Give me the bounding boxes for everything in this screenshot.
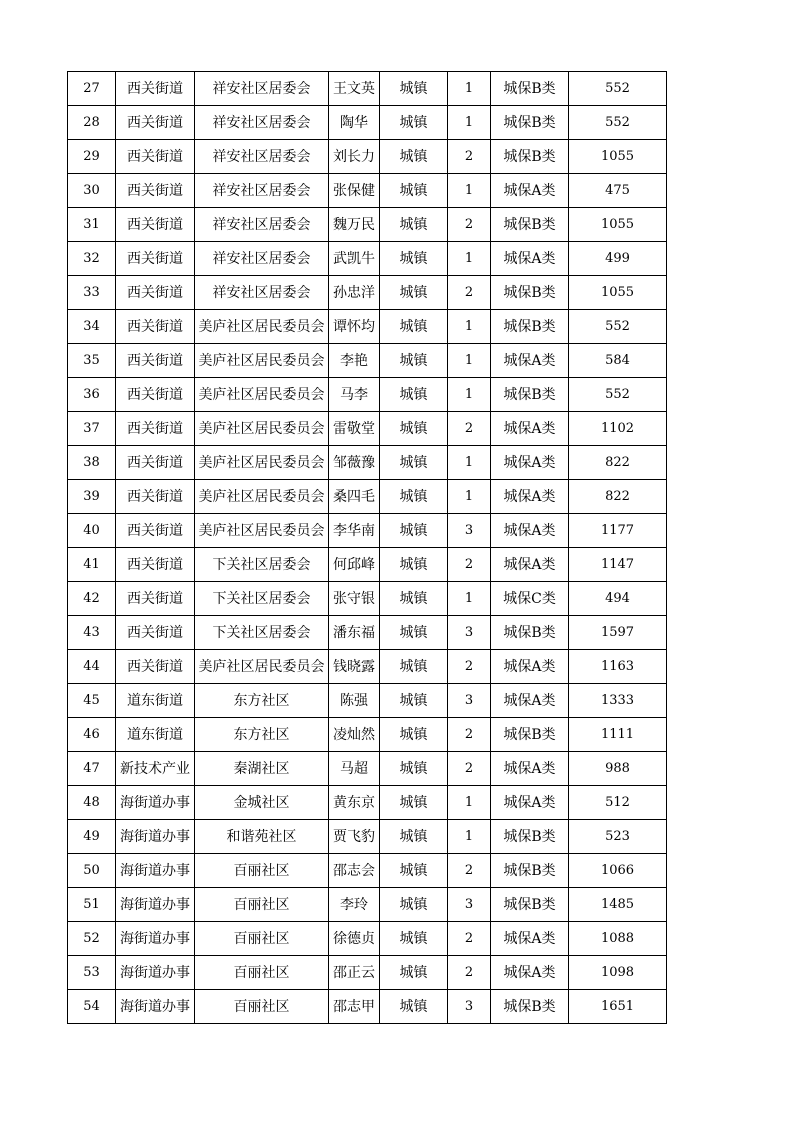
person-name-cell: 陈强 bbox=[329, 684, 380, 718]
household-type-cell: 城镇 bbox=[380, 276, 448, 310]
street-cell: 海街道办事 bbox=[116, 888, 195, 922]
amount-cell: 584 bbox=[569, 344, 667, 378]
person-name-cell: 李华南 bbox=[329, 514, 380, 548]
household-type-cell: 城镇 bbox=[380, 174, 448, 208]
category-cell: 城保C类 bbox=[491, 582, 569, 616]
street-cell: 西关街道 bbox=[116, 446, 195, 480]
table-row bbox=[68, 888, 667, 922]
category-cell: 城保B类 bbox=[491, 616, 569, 650]
street-cell: 海街道办事 bbox=[116, 956, 195, 990]
household-type-cell: 城镇 bbox=[380, 106, 448, 140]
amount-cell: 1055 bbox=[569, 140, 667, 174]
category-cell: 城保A类 bbox=[491, 752, 569, 786]
recipient-table bbox=[67, 71, 667, 1024]
amount-cell: 475 bbox=[569, 174, 667, 208]
community-cell: 祥安社区居委会 bbox=[195, 140, 329, 174]
person-name-cell: 孙忠洋 bbox=[329, 276, 380, 310]
category-cell: 城保B类 bbox=[491, 990, 569, 1024]
household-type-cell: 城镇 bbox=[380, 616, 448, 650]
amount-cell: 1088 bbox=[569, 922, 667, 956]
community-cell: 美庐社区居民委员会 bbox=[195, 378, 329, 412]
community-cell: 百丽社区 bbox=[195, 854, 329, 888]
household-type-cell: 城镇 bbox=[380, 378, 448, 412]
household-type-cell: 城镇 bbox=[380, 514, 448, 548]
street-cell: 海街道办事 bbox=[116, 922, 195, 956]
amount-cell: 499 bbox=[569, 242, 667, 276]
household-type-cell: 城镇 bbox=[380, 854, 448, 888]
street-cell: 西关街道 bbox=[116, 106, 195, 140]
table-row bbox=[68, 72, 667, 106]
member-count-cell: 2 bbox=[448, 548, 491, 582]
category-cell: 城保A类 bbox=[491, 174, 569, 208]
row-number-cell: 28 bbox=[68, 106, 116, 140]
category-cell: 城保A类 bbox=[491, 514, 569, 548]
member-count-cell: 1 bbox=[448, 174, 491, 208]
household-type-cell: 城镇 bbox=[380, 922, 448, 956]
person-name-cell: 邵志会 bbox=[329, 854, 380, 888]
member-count-cell: 1 bbox=[448, 582, 491, 616]
row-number-cell: 39 bbox=[68, 480, 116, 514]
community-cell: 祥安社区居委会 bbox=[195, 174, 329, 208]
amount-cell: 1147 bbox=[569, 548, 667, 582]
street-cell: 西关街道 bbox=[116, 242, 195, 276]
person-name-cell: 雷敬堂 bbox=[329, 412, 380, 446]
person-name-cell: 黄东京 bbox=[329, 786, 380, 820]
category-cell: 城保B类 bbox=[491, 208, 569, 242]
amount-cell: 1066 bbox=[569, 854, 667, 888]
household-type-cell: 城镇 bbox=[380, 718, 448, 752]
row-number-cell: 54 bbox=[68, 990, 116, 1024]
amount-cell: 552 bbox=[569, 378, 667, 412]
table-row bbox=[68, 412, 667, 446]
street-cell: 西关街道 bbox=[116, 548, 195, 582]
person-name-cell: 李艳 bbox=[329, 344, 380, 378]
member-count-cell: 1 bbox=[448, 786, 491, 820]
member-count-cell: 2 bbox=[448, 752, 491, 786]
row-number-cell: 33 bbox=[68, 276, 116, 310]
community-cell: 百丽社区 bbox=[195, 922, 329, 956]
street-cell: 西关街道 bbox=[116, 344, 195, 378]
amount-cell: 552 bbox=[569, 106, 667, 140]
person-name-cell: 徐德贞 bbox=[329, 922, 380, 956]
community-cell: 祥安社区居委会 bbox=[195, 106, 329, 140]
amount-cell: 1333 bbox=[569, 684, 667, 718]
category-cell: 城保B类 bbox=[491, 854, 569, 888]
street-cell: 西关街道 bbox=[116, 140, 195, 174]
row-number-cell: 36 bbox=[68, 378, 116, 412]
person-name-cell: 邹薇豫 bbox=[329, 446, 380, 480]
row-number-cell: 31 bbox=[68, 208, 116, 242]
household-type-cell: 城镇 bbox=[380, 786, 448, 820]
table-row bbox=[68, 684, 667, 718]
table-row bbox=[68, 378, 667, 412]
member-count-cell: 3 bbox=[448, 888, 491, 922]
table-row bbox=[68, 752, 667, 786]
amount-cell: 512 bbox=[569, 786, 667, 820]
row-number-cell: 45 bbox=[68, 684, 116, 718]
row-number-cell: 40 bbox=[68, 514, 116, 548]
community-cell: 祥安社区居委会 bbox=[195, 276, 329, 310]
table-row bbox=[68, 514, 667, 548]
street-cell: 西关街道 bbox=[116, 174, 195, 208]
household-type-cell: 城镇 bbox=[380, 412, 448, 446]
amount-cell: 494 bbox=[569, 582, 667, 616]
community-cell: 下关社区居委会 bbox=[195, 548, 329, 582]
category-cell: 城保A类 bbox=[491, 344, 569, 378]
table-row bbox=[68, 616, 667, 650]
category-cell: 城保A类 bbox=[491, 922, 569, 956]
community-cell: 百丽社区 bbox=[195, 956, 329, 990]
person-name-cell: 桑四毛 bbox=[329, 480, 380, 514]
household-type-cell: 城镇 bbox=[380, 72, 448, 106]
table-row bbox=[68, 650, 667, 684]
table-row bbox=[68, 310, 667, 344]
member-count-cell: 2 bbox=[448, 412, 491, 446]
table-row bbox=[68, 174, 667, 208]
street-cell: 西关街道 bbox=[116, 514, 195, 548]
community-cell: 祥安社区居委会 bbox=[195, 242, 329, 276]
row-number-cell: 32 bbox=[68, 242, 116, 276]
member-count-cell: 1 bbox=[448, 480, 491, 514]
row-number-cell: 42 bbox=[68, 582, 116, 616]
street-cell: 新技术产业 bbox=[116, 752, 195, 786]
member-count-cell: 2 bbox=[448, 140, 491, 174]
member-count-cell: 2 bbox=[448, 208, 491, 242]
household-type-cell: 城镇 bbox=[380, 344, 448, 378]
row-number-cell: 52 bbox=[68, 922, 116, 956]
household-type-cell: 城镇 bbox=[380, 548, 448, 582]
row-number-cell: 27 bbox=[68, 72, 116, 106]
household-type-cell: 城镇 bbox=[380, 446, 448, 480]
person-name-cell: 钱晓露 bbox=[329, 650, 380, 684]
household-type-cell: 城镇 bbox=[380, 888, 448, 922]
community-cell: 祥安社区居委会 bbox=[195, 208, 329, 242]
member-count-cell: 1 bbox=[448, 106, 491, 140]
household-type-cell: 城镇 bbox=[380, 242, 448, 276]
category-cell: 城保A类 bbox=[491, 786, 569, 820]
household-type-cell: 城镇 bbox=[380, 956, 448, 990]
street-cell: 海街道办事 bbox=[116, 990, 195, 1024]
household-type-cell: 城镇 bbox=[380, 650, 448, 684]
household-type-cell: 城镇 bbox=[380, 310, 448, 344]
category-cell: 城保A类 bbox=[491, 548, 569, 582]
table-row bbox=[68, 140, 667, 174]
person-name-cell: 武凯牛 bbox=[329, 242, 380, 276]
table-row bbox=[68, 446, 667, 480]
member-count-cell: 2 bbox=[448, 650, 491, 684]
member-count-cell: 3 bbox=[448, 514, 491, 548]
category-cell: 城保B类 bbox=[491, 820, 569, 854]
category-cell: 城保B类 bbox=[491, 72, 569, 106]
community-cell: 金城社区 bbox=[195, 786, 329, 820]
member-count-cell: 1 bbox=[448, 242, 491, 276]
amount-cell: 552 bbox=[569, 72, 667, 106]
street-cell: 道东街道 bbox=[116, 684, 195, 718]
row-number-cell: 53 bbox=[68, 956, 116, 990]
category-cell: 城保A类 bbox=[491, 446, 569, 480]
street-cell: 西关街道 bbox=[116, 412, 195, 446]
category-cell: 城保B类 bbox=[491, 140, 569, 174]
category-cell: 城保A类 bbox=[491, 242, 569, 276]
community-cell: 秦湖社区 bbox=[195, 752, 329, 786]
community-cell: 美庐社区居民委员会 bbox=[195, 344, 329, 378]
community-cell: 美庐社区居民委员会 bbox=[195, 446, 329, 480]
person-name-cell: 王文英 bbox=[329, 72, 380, 106]
amount-cell: 1055 bbox=[569, 208, 667, 242]
amount-cell: 822 bbox=[569, 446, 667, 480]
member-count-cell: 1 bbox=[448, 72, 491, 106]
street-cell: 西关街道 bbox=[116, 310, 195, 344]
amount-cell: 988 bbox=[569, 752, 667, 786]
community-cell: 美庐社区居民委员会 bbox=[195, 310, 329, 344]
community-cell: 百丽社区 bbox=[195, 990, 329, 1024]
person-name-cell: 李玲 bbox=[329, 888, 380, 922]
row-number-cell: 48 bbox=[68, 786, 116, 820]
member-count-cell: 1 bbox=[448, 378, 491, 412]
household-type-cell: 城镇 bbox=[380, 820, 448, 854]
household-type-cell: 城镇 bbox=[380, 480, 448, 514]
table-body bbox=[68, 72, 667, 1024]
member-count-cell: 1 bbox=[448, 344, 491, 378]
amount-cell: 1163 bbox=[569, 650, 667, 684]
community-cell: 和谐苑社区 bbox=[195, 820, 329, 854]
category-cell: 城保A类 bbox=[491, 684, 569, 718]
person-name-cell: 陶华 bbox=[329, 106, 380, 140]
row-number-cell: 50 bbox=[68, 854, 116, 888]
row-number-cell: 49 bbox=[68, 820, 116, 854]
person-name-cell: 贾飞豹 bbox=[329, 820, 380, 854]
amount-cell: 552 bbox=[569, 310, 667, 344]
member-count-cell: 3 bbox=[448, 684, 491, 718]
amount-cell: 1485 bbox=[569, 888, 667, 922]
street-cell: 西关街道 bbox=[116, 378, 195, 412]
member-count-cell: 1 bbox=[448, 310, 491, 344]
street-cell: 西关街道 bbox=[116, 480, 195, 514]
amount-cell: 822 bbox=[569, 480, 667, 514]
row-number-cell: 30 bbox=[68, 174, 116, 208]
table-row bbox=[68, 718, 667, 752]
row-number-cell: 35 bbox=[68, 344, 116, 378]
row-number-cell: 44 bbox=[68, 650, 116, 684]
amount-cell: 1098 bbox=[569, 956, 667, 990]
community-cell: 东方社区 bbox=[195, 718, 329, 752]
row-number-cell: 34 bbox=[68, 310, 116, 344]
community-cell: 美庐社区居民委员会 bbox=[195, 650, 329, 684]
table-row bbox=[68, 548, 667, 582]
street-cell: 海街道办事 bbox=[116, 786, 195, 820]
row-number-cell: 29 bbox=[68, 140, 116, 174]
community-cell: 东方社区 bbox=[195, 684, 329, 718]
person-name-cell: 潘东福 bbox=[329, 616, 380, 650]
table-row bbox=[68, 922, 667, 956]
table-row bbox=[68, 208, 667, 242]
household-type-cell: 城镇 bbox=[380, 990, 448, 1024]
category-cell: 城保B类 bbox=[491, 106, 569, 140]
table-row bbox=[68, 956, 667, 990]
category-cell: 城保B类 bbox=[491, 718, 569, 752]
person-name-cell: 凌灿然 bbox=[329, 718, 380, 752]
row-number-cell: 41 bbox=[68, 548, 116, 582]
person-name-cell: 张保健 bbox=[329, 174, 380, 208]
street-cell: 西关街道 bbox=[116, 616, 195, 650]
street-cell: 西关街道 bbox=[116, 582, 195, 616]
street-cell: 西关街道 bbox=[116, 276, 195, 310]
street-cell: 海街道办事 bbox=[116, 820, 195, 854]
amount-cell: 1651 bbox=[569, 990, 667, 1024]
street-cell: 西关街道 bbox=[116, 72, 195, 106]
table-row bbox=[68, 480, 667, 514]
member-count-cell: 1 bbox=[448, 820, 491, 854]
category-cell: 城保B类 bbox=[491, 378, 569, 412]
person-name-cell: 邵正云 bbox=[329, 956, 380, 990]
member-count-cell: 2 bbox=[448, 922, 491, 956]
street-cell: 道东街道 bbox=[116, 718, 195, 752]
category-cell: 城保B类 bbox=[491, 276, 569, 310]
category-cell: 城保B类 bbox=[491, 888, 569, 922]
community-cell: 祥安社区居委会 bbox=[195, 72, 329, 106]
table-row bbox=[68, 786, 667, 820]
table-row bbox=[68, 106, 667, 140]
person-name-cell: 何邱峰 bbox=[329, 548, 380, 582]
category-cell: 城保B类 bbox=[491, 310, 569, 344]
category-cell: 城保A类 bbox=[491, 412, 569, 446]
row-number-cell: 46 bbox=[68, 718, 116, 752]
table-row bbox=[68, 820, 667, 854]
row-number-cell: 47 bbox=[68, 752, 116, 786]
amount-cell: 1177 bbox=[569, 514, 667, 548]
person-name-cell: 马李 bbox=[329, 378, 380, 412]
category-cell: 城保A类 bbox=[491, 480, 569, 514]
household-type-cell: 城镇 bbox=[380, 752, 448, 786]
street-cell: 西关街道 bbox=[116, 650, 195, 684]
household-type-cell: 城镇 bbox=[380, 208, 448, 242]
community-cell: 美庐社区居民委员会 bbox=[195, 480, 329, 514]
person-name-cell: 邵志甲 bbox=[329, 990, 380, 1024]
amount-cell: 1597 bbox=[569, 616, 667, 650]
member-count-cell: 2 bbox=[448, 718, 491, 752]
table-row bbox=[68, 276, 667, 310]
row-number-cell: 51 bbox=[68, 888, 116, 922]
member-count-cell: 2 bbox=[448, 854, 491, 888]
category-cell: 城保A类 bbox=[491, 956, 569, 990]
table-row bbox=[68, 242, 667, 276]
row-number-cell: 38 bbox=[68, 446, 116, 480]
community-cell: 下关社区居委会 bbox=[195, 582, 329, 616]
amount-cell: 1102 bbox=[569, 412, 667, 446]
member-count-cell: 2 bbox=[448, 956, 491, 990]
community-cell: 百丽社区 bbox=[195, 888, 329, 922]
amount-cell: 1111 bbox=[569, 718, 667, 752]
community-cell: 美庐社区居民委员会 bbox=[195, 514, 329, 548]
amount-cell: 523 bbox=[569, 820, 667, 854]
household-type-cell: 城镇 bbox=[380, 582, 448, 616]
person-name-cell: 刘长力 bbox=[329, 140, 380, 174]
household-type-cell: 城镇 bbox=[380, 684, 448, 718]
person-name-cell: 魏万民 bbox=[329, 208, 380, 242]
person-name-cell: 马超 bbox=[329, 752, 380, 786]
member-count-cell: 3 bbox=[448, 616, 491, 650]
table-row bbox=[68, 854, 667, 888]
person-name-cell: 谭怀均 bbox=[329, 310, 380, 344]
member-count-cell: 3 bbox=[448, 990, 491, 1024]
table-row bbox=[68, 990, 667, 1024]
table-row bbox=[68, 344, 667, 378]
table-row bbox=[68, 582, 667, 616]
member-count-cell: 1 bbox=[448, 446, 491, 480]
row-number-cell: 43 bbox=[68, 616, 116, 650]
person-name-cell: 张守银 bbox=[329, 582, 380, 616]
category-cell: 城保A类 bbox=[491, 650, 569, 684]
community-cell: 下关社区居委会 bbox=[195, 616, 329, 650]
row-number-cell: 37 bbox=[68, 412, 116, 446]
amount-cell: 1055 bbox=[569, 276, 667, 310]
street-cell: 西关街道 bbox=[116, 208, 195, 242]
community-cell: 美庐社区居民委员会 bbox=[195, 412, 329, 446]
household-type-cell: 城镇 bbox=[380, 140, 448, 174]
street-cell: 海街道办事 bbox=[116, 854, 195, 888]
member-count-cell: 2 bbox=[448, 276, 491, 310]
